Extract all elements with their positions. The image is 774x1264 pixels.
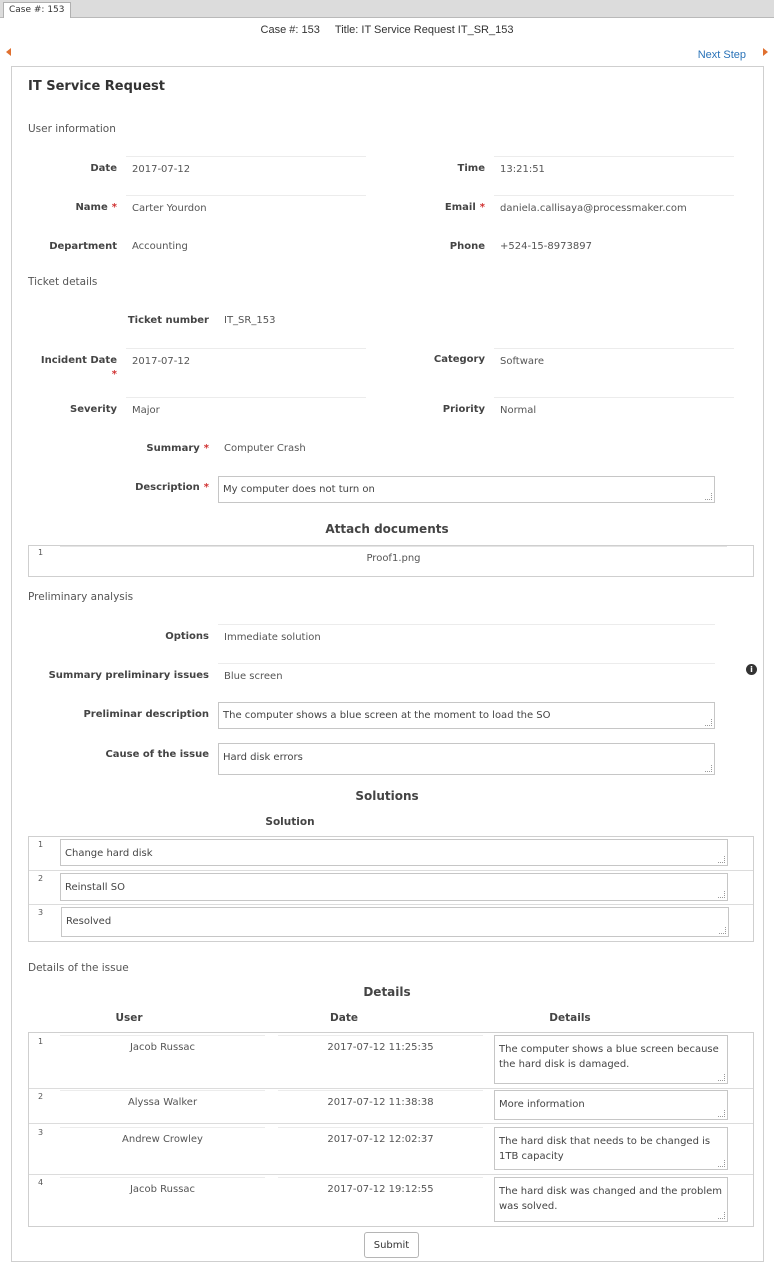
details-user-cell: Jacob Russac (60, 1177, 265, 1195)
cause-textarea[interactable]: Hard disk errors (218, 743, 715, 775)
details-textarea[interactable]: The hard disk that needs to be changed is 1TB capacity (494, 1127, 728, 1170)
phone-field[interactable]: +524-15-8973897 (500, 241, 592, 252)
details-title: Details (363, 985, 411, 999)
tab-case[interactable]: Case #: 153 (3, 2, 71, 18)
details-date-cell: 2017-07-12 11:38:38 (278, 1090, 483, 1108)
phone-label: Phone (449, 241, 485, 252)
section-user-information: User information (28, 123, 116, 135)
category-field[interactable]: Software (494, 348, 734, 374)
solution-row-divider (29, 904, 753, 905)
preliminar-description-textarea[interactable]: The computer shows a blue screen at the moment to load the SO (218, 702, 715, 729)
details-textarea[interactable]: The hard disk was changed and the problem was solved. (494, 1177, 728, 1222)
ticket-number-field[interactable]: IT_SR_153 (224, 315, 276, 326)
next-step-link[interactable]: Next Step (697, 49, 746, 61)
attach-row-number: 1 (38, 548, 44, 557)
details-row-number: 1 (38, 1037, 44, 1046)
form-title: IT Service Request (28, 79, 165, 94)
date-label: Date (90, 163, 117, 174)
time-field[interactable]: 13:21:51 (494, 156, 734, 182)
info-icon[interactable]: i (746, 664, 757, 675)
preliminar-description-label: Preliminar description (83, 709, 209, 720)
incident-date-field[interactable]: 2017-07-12 (126, 348, 366, 374)
attach-documents-title: Attach documents (325, 522, 449, 536)
previous-step-icon[interactable] (6, 48, 11, 56)
solution-row-number: 2 (38, 874, 44, 883)
category-label: Category (433, 354, 485, 365)
email-field[interactable]: daniela.callisaya@processmaker.com (494, 195, 734, 221)
details-textarea[interactable]: The computer shows a blue screen because the hard disk is damaged. (494, 1035, 728, 1084)
details-row-divider (29, 1088, 753, 1089)
details-date-column-header: Date (330, 1012, 358, 1024)
name-label: Name * (75, 202, 117, 213)
details-date-cell: 2017-07-12 11:25:35 (278, 1035, 483, 1053)
section-preliminary-analysis: Preliminary analysis (28, 591, 134, 603)
details-user-cell: Alyssa Walker (60, 1090, 265, 1108)
solution-row-number: 3 (38, 908, 44, 917)
tab-bar (0, 0, 774, 18)
department-field[interactable]: Accounting (132, 241, 188, 252)
details-row-number: 4 (38, 1178, 44, 1187)
email-label: Email * (444, 202, 485, 213)
summary-field[interactable]: Computer Crash (224, 443, 306, 454)
details-date-cell: 2017-07-12 12:02:37 (278, 1127, 483, 1145)
next-step-icon[interactable] (763, 48, 768, 56)
solution-textarea[interactable]: Reinstall SO (60, 873, 728, 901)
attach-file-link[interactable]: Proof1.png (60, 546, 727, 564)
time-label: Time (457, 163, 485, 174)
priority-label: Priority (442, 404, 485, 415)
name-field[interactable]: Carter Yourdon (126, 195, 366, 221)
details-details-column-header: Details (549, 1012, 591, 1024)
case-header (0, 24, 774, 36)
description-textarea[interactable]: My computer does not turn on (218, 476, 715, 503)
priority-field[interactable]: Normal (494, 397, 734, 423)
severity-label: Severity (70, 404, 117, 415)
submit-button[interactable]: Submit (364, 1232, 419, 1258)
details-date-cell: 2017-07-12 19:12:55 (278, 1177, 483, 1195)
solution-row-number: 1 (38, 840, 44, 849)
details-row-number: 3 (38, 1128, 44, 1137)
incident-date-label: Incident Date * (40, 355, 117, 380)
solution-row-divider (29, 870, 753, 871)
department-label: Department (49, 241, 117, 252)
case-number: Case #: 153 (260, 24, 320, 36)
description-label: Description * (135, 482, 209, 493)
details-textarea[interactable]: More information (494, 1090, 728, 1120)
summary-label: Summary * (146, 443, 209, 454)
cause-label: Cause of the issue (105, 749, 209, 760)
severity-field[interactable]: Major (126, 397, 366, 423)
details-row-number: 2 (38, 1092, 44, 1101)
details-user-column-header: User (115, 1012, 143, 1024)
summary-preliminary-field[interactable]: Blue screen (218, 663, 715, 689)
case-title: Title: IT Service Request IT_SR_153 (334, 24, 514, 36)
summary-preliminary-label: Summary preliminary issues (48, 670, 209, 681)
solution-column-header: Solution (265, 816, 315, 828)
details-row-divider (29, 1174, 753, 1175)
details-row-divider (29, 1123, 753, 1124)
section-details-of-issue: Details of the issue (28, 962, 129, 974)
section-ticket-details: Ticket details (28, 276, 98, 288)
options-field[interactable]: Immediate solution (218, 624, 715, 650)
details-user-cell: Andrew Crowley (60, 1127, 265, 1145)
solution-textarea[interactable]: Resolved (61, 907, 729, 937)
date-field[interactable]: 2017-07-12 (126, 156, 366, 182)
details-user-cell: Jacob Russac (60, 1035, 265, 1053)
solution-textarea[interactable]: Change hard disk (60, 839, 728, 866)
ticket-number-label: Ticket number (127, 315, 209, 326)
options-label: Options (165, 631, 209, 642)
solutions-title: Solutions (355, 789, 419, 803)
